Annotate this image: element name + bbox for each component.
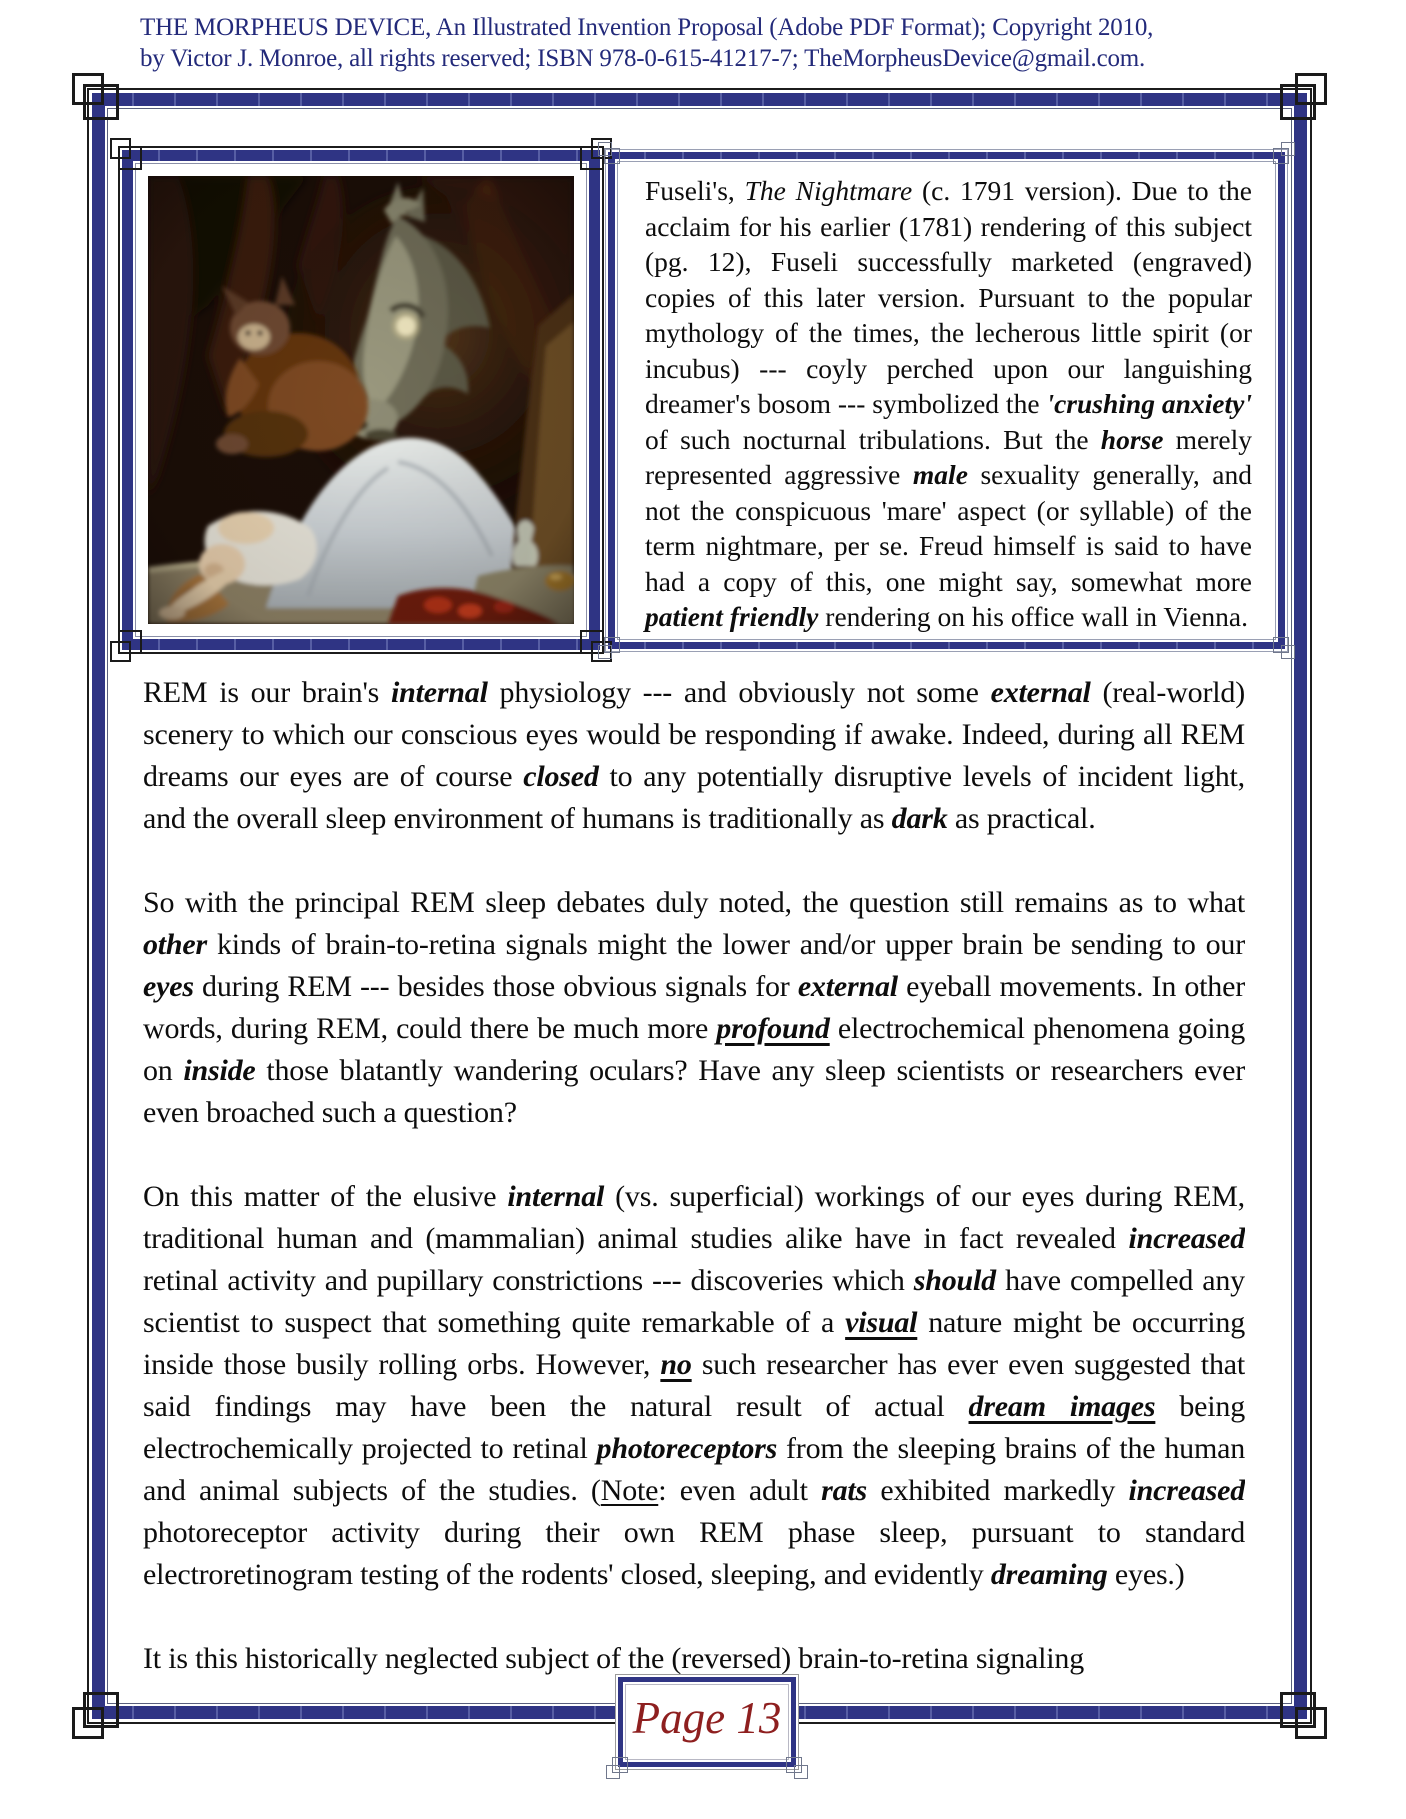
body-paragraph: REM is our brain's internal physiology --- and obviously not some external (real-world) scenery to which our conscious eyes would be responding if awake. Indeed, during all REM dreams our eyes are of course closed to any potentially disruptive levels of incident light, and the overall sleep environment of humans is traditionally as dark as practical. [143,676,1245,835]
page-number-box [618,1677,796,1767]
frame-corner-ornament [1280,1692,1316,1728]
frame-corner-ornament [118,630,142,654]
frame-corner-ornament [1273,637,1289,653]
caption-box [608,152,1285,649]
page-number: Page 13 [632,1693,782,1743]
frame-corner-ornament [1273,148,1289,164]
frame-corner-ornament [83,84,119,120]
frame-corner-ornament [604,148,620,164]
frame-corner-ornament [612,1757,628,1773]
frame-corner-ornament [1280,84,1316,120]
page-border-frame [92,93,1307,1719]
frame-corner-ornament [118,146,142,170]
header-line-2: by Victor J. Monroe, all rights reserved; ISBN 978-0-615-41217-7; TheMorpheusDevice@gmail.com. [140,45,1146,72]
painting-caption: Fuseli's, The Nightmare (c. 1791 version). Due to the acclaim for his earlier (1781) rendering of this subject (pg. 12), Fuseli successfully marketed (engraved) copies of this later version. Pursuant to the popular mythology of the times, the lecherous little spirit (or incubus) --- coyly perched upon our languishing dreamer's bosom --- symbolized the 'crushing anxiety' of such nocturnal tribulations. But the horse merely represented aggressive male sexuality generally, and not the conspicuous 'mare' aspect (or syllable) of the term nightmare, per se. Freud himself is said to have had a copy of this, one might say, somewhat more patient friendly rendering on his office wall in Vienna. [645,175,1253,632]
document-header [140,12,1320,74]
header-line-1: THE MORPHEUS DEVICE, An Illustrated Invention Proposal (Adobe PDF Format); Copyright 2010, [140,14,1154,41]
frame-corner-ornament [604,637,620,653]
body-paragraph: So with the principal REM sleep debates duly noted, the question still remains as to what other kinds of brain-to-retina signals might the lower and/or upper brain be sending to our eyes during REM --- besides those obvious signals for external eyeball movements. In other words, during REM, could there be much more profound electrochemical phenomena going on inside those blatantly wandering oculars? Have any sleep scientists or researchers ever even broached such a question? [143,886,1245,1129]
frame-corner-ornament [786,1757,802,1773]
nightmare-painting [148,176,574,624]
body-text-column [143,672,1245,1687]
painting-frame [122,150,600,650]
frame-corner-ornament [83,1692,119,1728]
body-paragraph: On this matter of the elusive internal (vs. superficial) workings of our eyes during REM, traditional human and (mammalian) animal studies alike have in fact revealed increased retinal activity and pupillary constrictions --- discoveries which should have compelled any scientist to suspect that something quite remarkable of a visual nature might be occurring inside those busily rolling orbs. However, no such researcher has ever even suggested that said findings may have been the natural result of actual dream images being electrochemically projected to retinal photoreceptors from the sleeping brains of the human and animal subjects of the studies. (Note: even adult rats exhibited markedly increased photoreceptor activity during their own REM phase sleep, pursuant to standard electroretinogram testing of the rodents' closed, sleeping, and evidently dreaming eyes.) [143,1180,1245,1591]
body-paragraph: It is this historically neglected subject of the (reversed) brain-to-retina signaling [143,1642,1085,1675]
